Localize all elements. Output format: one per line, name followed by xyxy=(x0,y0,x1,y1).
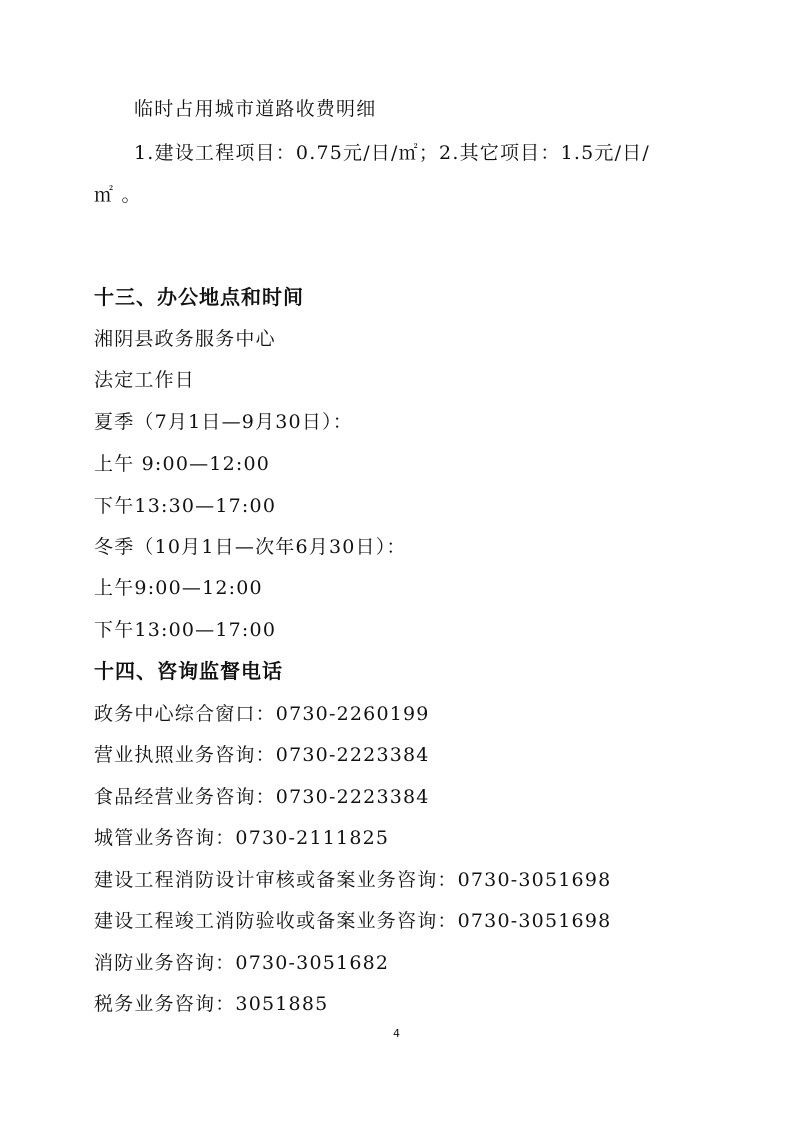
fee-detail-line-2: ㎡ 。 xyxy=(94,184,142,206)
phone-item: 城管业务咨询：0730-2111825 xyxy=(94,827,390,849)
winter-morning-hours: 上午9:00—12:00 xyxy=(94,577,263,599)
winter-afternoon-hours: 下午13:00—17:00 xyxy=(94,619,277,641)
office-heading: 十三、办公地点和时间 xyxy=(94,285,304,309)
summer-morning-hours: 上午 9:00—12:00 xyxy=(94,453,271,475)
office-workdays: 法定工作日 xyxy=(94,369,196,391)
phone-item: 建设工程竣工消防验收或备案业务咨询：0730-3051698 xyxy=(94,910,612,932)
page-number: 4 xyxy=(393,1027,400,1040)
phone-item: 食品经营业务咨询：0730-2223384 xyxy=(94,786,430,808)
phone-item: 营业执照业务咨询：0730-2223384 xyxy=(94,744,430,766)
phone-item: 消防业务咨询：0730-3051682 xyxy=(94,952,390,974)
summer-afternoon-hours: 下午13:30—17:00 xyxy=(94,495,277,517)
phone-heading: 十四、咨询监督电话 xyxy=(94,659,283,683)
phone-item: 税务业务咨询：3051885 xyxy=(94,993,329,1015)
fee-title: 临时占用城市道路收费明细 xyxy=(134,98,377,120)
phone-item: 政务中心综合窗口：0730-2260199 xyxy=(94,703,430,725)
phone-item: 建设工程消防设计审核或备案业务咨询：0730-3051698 xyxy=(94,869,612,891)
summer-label: 夏季（7月1日—9月30日）： xyxy=(94,411,353,433)
winter-label: 冬季（10月1日—次年6月30日）： xyxy=(94,536,407,558)
office-location: 湘阴县政务服务中心 xyxy=(94,328,276,350)
fee-detail-line-1: 1.建设工程项目：0.75元/日/㎡；2.其它项目：1.5元/日/ xyxy=(134,142,650,164)
